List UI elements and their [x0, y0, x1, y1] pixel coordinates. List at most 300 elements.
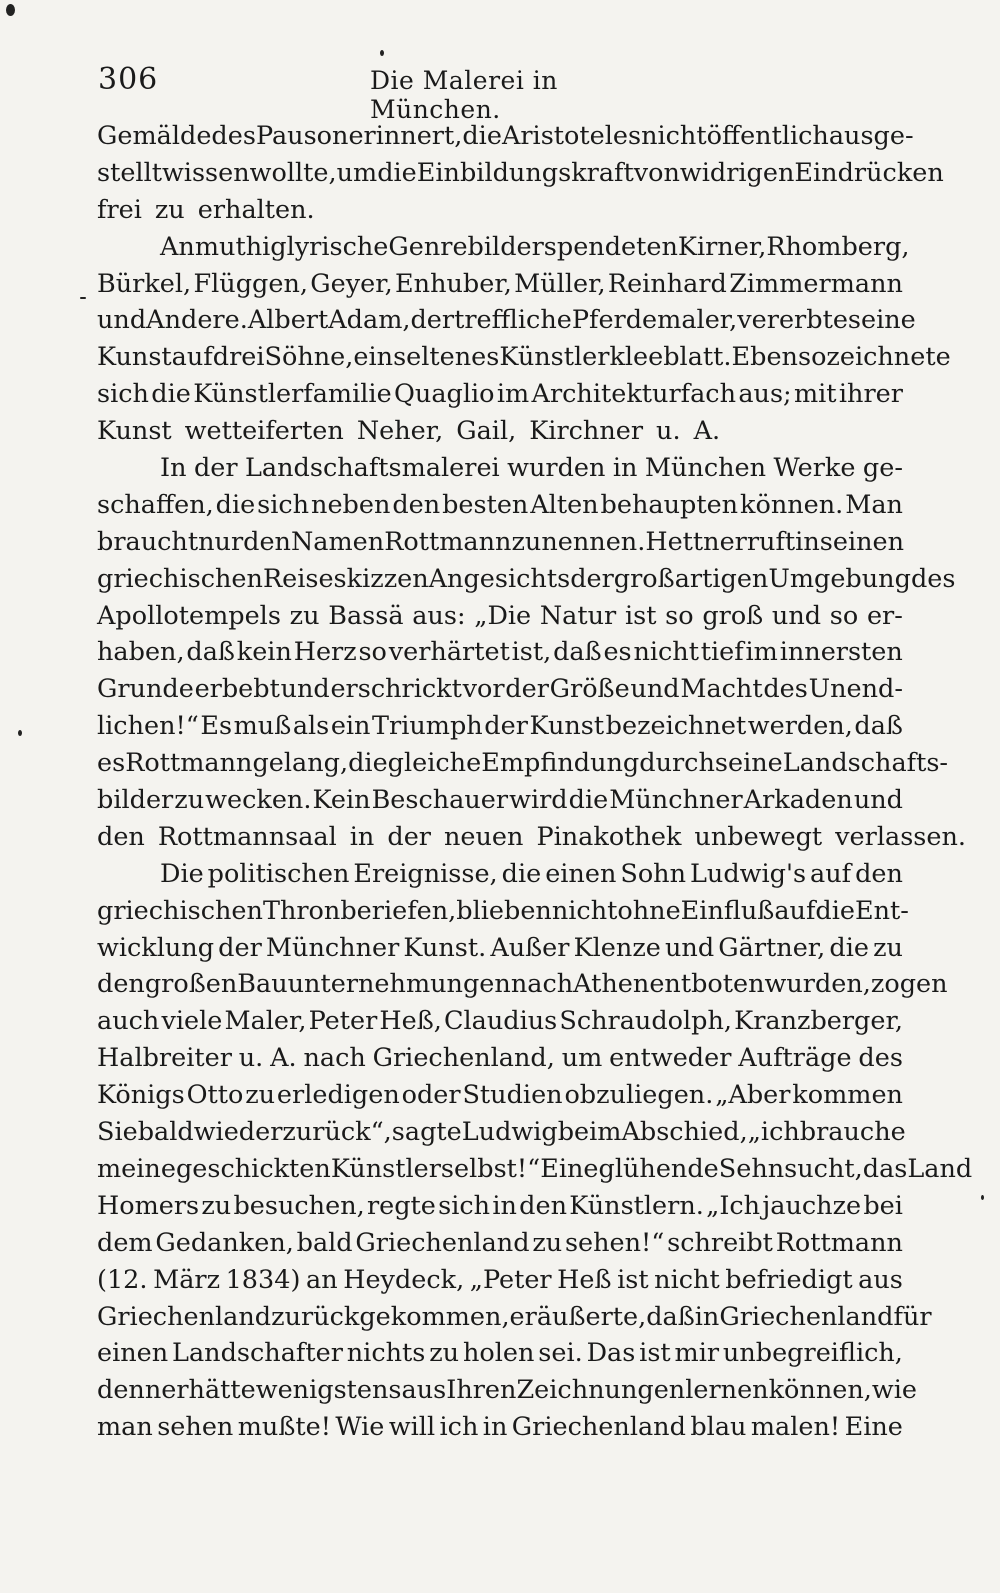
- word: mußte!: [237, 1412, 331, 1443]
- word: nach: [303, 1043, 366, 1074]
- word: Kunst: [97, 342, 172, 373]
- word: zu: [201, 1190, 232, 1221]
- word: Künstlern.: [569, 1190, 704, 1221]
- word: lernen: [685, 1375, 769, 1406]
- word: Gemälde: [97, 121, 212, 151]
- word: Griechenland: [511, 1412, 686, 1443]
- word: den: [97, 969, 145, 1000]
- word: Kirchner: [529, 416, 644, 447]
- word: in: [795, 526, 820, 557]
- word: der: [410, 305, 455, 336]
- word: befriedigt: [725, 1264, 853, 1295]
- word: Ludwig: [461, 1117, 558, 1148]
- word: die: [501, 858, 542, 889]
- word: entweder: [609, 1043, 732, 1074]
- word: wetteiferten: [184, 416, 344, 447]
- word: Maler,: [224, 1006, 307, 1037]
- word: es: [97, 748, 126, 779]
- word: so: [665, 600, 694, 631]
- text-line: [97, 1225, 903, 1262]
- word: Künstler: [330, 1153, 441, 1184]
- word: politischen: [207, 858, 350, 889]
- word: geschickten: [175, 1153, 331, 1184]
- word: Heß,: [379, 1006, 442, 1037]
- word: zurück“,: [282, 1117, 392, 1148]
- word: erledigen: [276, 1080, 400, 1111]
- word: ein: [330, 711, 371, 742]
- word: bald: [296, 1227, 353, 1258]
- word: seinen: [819, 526, 905, 557]
- text-line: [97, 450, 903, 487]
- text-line: [97, 487, 903, 524]
- word: aus:: [412, 600, 466, 631]
- text-line: [97, 376, 903, 413]
- word: bezeichnet: [605, 711, 747, 742]
- word: und: [664, 932, 715, 963]
- word: sich: [257, 489, 310, 520]
- word: spendeten: [543, 231, 678, 262]
- word: Werke: [773, 453, 856, 484]
- word: Griechenland: [719, 1301, 894, 1332]
- word: äußerte,: [536, 1301, 647, 1332]
- word: daß: [186, 637, 235, 668]
- word: und: [97, 305, 147, 336]
- word: Man: [845, 489, 903, 520]
- word: Genrebilder: [388, 231, 544, 262]
- word: Rottmann: [125, 748, 253, 779]
- word: Heydeck,: [343, 1264, 465, 1295]
- word: Enhuber,: [395, 268, 512, 299]
- word: jauchze: [762, 1190, 862, 1221]
- word: vor: [462, 674, 505, 705]
- text-line: [97, 1003, 903, 1040]
- word: nicht: [654, 1264, 720, 1295]
- word: Herz: [293, 637, 357, 668]
- word: seltenes: [393, 342, 500, 373]
- word: Geyer,: [310, 268, 393, 299]
- word: zu: [245, 1080, 276, 1111]
- word: wie: [871, 1375, 917, 1406]
- word: Ihren: [446, 1375, 517, 1406]
- word: Reinhard: [607, 268, 727, 299]
- word: ist,: [511, 637, 552, 668]
- word: daß: [646, 1301, 695, 1332]
- word: einen: [545, 858, 617, 889]
- word: daß: [553, 637, 602, 668]
- word: wird: [509, 785, 568, 816]
- word: meine: [97, 1153, 176, 1184]
- word: wieder: [193, 1117, 283, 1148]
- word: wollte,: [249, 157, 337, 188]
- body-text: [97, 118, 973, 1446]
- text-line: [97, 561, 956, 598]
- word: des: [763, 674, 808, 705]
- word: in: [612, 453, 638, 484]
- word: oder: [401, 1080, 461, 1111]
- word: blieben: [456, 895, 552, 926]
- word: Sie: [97, 1117, 138, 1148]
- word: Kunst: [529, 711, 605, 742]
- word: Es: [200, 711, 233, 742]
- text-line: [97, 634, 903, 671]
- word: nur: [198, 526, 244, 557]
- word: Pinakothek: [536, 821, 682, 852]
- word: stellt: [97, 157, 162, 188]
- word: Empfindung: [481, 748, 640, 779]
- text-line: [97, 1151, 973, 1188]
- word: viele: [161, 1006, 223, 1037]
- word: München: [644, 453, 767, 484]
- scan-speck: [981, 1195, 984, 1200]
- word: die: [151, 379, 191, 410]
- word: den: [855, 858, 903, 889]
- word: zu: [873, 932, 903, 963]
- word: als: [292, 711, 330, 742]
- word: er-: [866, 600, 903, 631]
- word: die: [568, 785, 609, 816]
- text-line: [97, 782, 903, 819]
- word: zu: [289, 600, 320, 631]
- word: der: [505, 674, 549, 705]
- word: ihrer: [838, 379, 903, 410]
- word: Pferdemaler,: [571, 305, 738, 336]
- word: malen!: [750, 1412, 841, 1443]
- word: Alten: [530, 489, 599, 520]
- word: widrigen: [679, 157, 795, 188]
- word: haben,: [97, 637, 185, 668]
- word: „Peter: [469, 1264, 552, 1295]
- page-header: [98, 62, 643, 124]
- word: A.: [693, 416, 721, 447]
- word: denn: [97, 1375, 162, 1406]
- word: erinnert,: [348, 121, 463, 151]
- word: Rhomberg,: [766, 231, 910, 262]
- word: ruft: [746, 526, 796, 557]
- text-line: [97, 155, 944, 192]
- word: kein: [236, 637, 292, 668]
- word: und: [853, 785, 903, 816]
- word: Hettner: [645, 526, 747, 557]
- word: Bassä: [328, 600, 404, 631]
- word: um: [561, 1043, 603, 1074]
- word: im: [496, 379, 530, 410]
- word: wecken.: [205, 785, 312, 816]
- word: und: [630, 674, 680, 705]
- word: Münchner: [609, 785, 743, 816]
- word: zu: [532, 1227, 563, 1258]
- word: unbewegt: [694, 821, 823, 852]
- word: Klenze: [573, 932, 661, 963]
- word: können.: [740, 489, 844, 520]
- word: Griechenland: [355, 1227, 530, 1258]
- word: treffliche: [454, 305, 572, 336]
- word: zu: [174, 785, 205, 816]
- word: Einfluß: [680, 895, 775, 926]
- scan-speck: [18, 730, 22, 736]
- word: Rottmann: [775, 1227, 903, 1258]
- word: Kranzberger,: [734, 1006, 903, 1037]
- text-line: [97, 1262, 903, 1299]
- word: Beschauer: [371, 785, 509, 816]
- word: Eine: [540, 1153, 599, 1184]
- word: Land: [907, 1153, 973, 1184]
- word: nennen.: [541, 526, 646, 557]
- text-line: [97, 339, 951, 376]
- word: Einbildungskraft: [416, 157, 634, 188]
- word: öffentlich: [706, 121, 829, 151]
- word: mir: [674, 1338, 720, 1369]
- text-line: [97, 1077, 903, 1114]
- word: groß: [702, 600, 764, 631]
- word: Schraudolph,: [559, 1006, 733, 1037]
- word: Bürkel,: [97, 268, 192, 299]
- word: der: [484, 711, 528, 742]
- word: glühende: [598, 1153, 719, 1184]
- word: Griechenland,: [372, 1043, 555, 1074]
- word: braucht: [97, 526, 199, 557]
- word: März: [153, 1264, 221, 1295]
- word: Otto: [186, 1080, 244, 1111]
- word: die: [462, 121, 502, 151]
- word: Gärtner,: [718, 932, 826, 963]
- word: im: [745, 637, 778, 668]
- text-line: [97, 118, 914, 155]
- text-line: [97, 1299, 932, 1336]
- word: zeichnete: [826, 342, 951, 373]
- word: in: [482, 1412, 508, 1443]
- word: vererbte: [737, 305, 848, 336]
- text-line: [97, 413, 903, 450]
- word: wicklung: [97, 932, 215, 963]
- word: wurden,: [764, 969, 871, 1000]
- word: Müller,: [514, 268, 606, 299]
- word: Zimmermann: [729, 268, 903, 299]
- text-line: [97, 893, 909, 930]
- word: erhalten.: [197, 194, 315, 225]
- word: dem: [97, 1227, 153, 1258]
- word: zu: [154, 194, 185, 225]
- word: sehen: [157, 1412, 234, 1443]
- word: ist: [639, 1338, 671, 1369]
- word: „Aber: [715, 1080, 791, 1111]
- text-line: [97, 819, 966, 856]
- word: zurückgekommen,: [271, 1301, 510, 1332]
- word: in: [694, 1301, 720, 1332]
- word: das: [862, 1153, 908, 1184]
- word: Andere.: [146, 305, 248, 336]
- word: Die: [160, 858, 204, 889]
- word: holen: [462, 1338, 535, 1369]
- word: „ich: [747, 1117, 800, 1148]
- word: des: [858, 1043, 903, 1074]
- word: beim: [557, 1117, 622, 1148]
- word: um: [336, 157, 378, 188]
- text-line: [97, 671, 903, 708]
- word: ausge-: [828, 121, 914, 151]
- word: erbebt: [194, 674, 280, 705]
- word: des: [910, 563, 956, 594]
- word: sich: [97, 379, 149, 410]
- word: Natur: [539, 600, 617, 631]
- word: Unend-: [808, 674, 903, 705]
- text-line: [97, 856, 903, 893]
- word: entboten: [649, 969, 765, 1000]
- word: griechischen: [97, 895, 263, 926]
- running-head: Die Malerei in München.: [370, 66, 558, 124]
- text-line: [97, 266, 903, 303]
- text-line: [97, 1188, 903, 1225]
- word: sehen!“: [564, 1227, 665, 1258]
- word: Ereignisse,: [353, 858, 498, 889]
- word: Größe: [549, 674, 630, 705]
- word: tief: [700, 637, 744, 668]
- word: Landschafts-: [782, 748, 949, 779]
- word: Flüggen,: [193, 268, 308, 299]
- word: auf: [810, 858, 852, 889]
- word: unbegreiflich,: [722, 1338, 903, 1369]
- word: sich: [438, 1190, 491, 1221]
- word: bilder: [97, 785, 174, 816]
- word: Rottmannsaal: [157, 821, 337, 852]
- word: Ent-: [855, 895, 909, 926]
- word: frei: [97, 194, 142, 225]
- word: Kirner,: [677, 231, 767, 262]
- word: den: [97, 821, 145, 852]
- text-line: [97, 930, 903, 967]
- word: der: [570, 563, 614, 594]
- word: Studien: [462, 1080, 563, 1111]
- word: einen: [97, 1338, 169, 1369]
- text-line: [97, 1040, 903, 1077]
- word: seine: [714, 748, 783, 779]
- scan-speck: [6, 4, 15, 16]
- word: beriefen,: [340, 895, 457, 926]
- word: und: [771, 600, 822, 631]
- word: Apollotempels: [97, 600, 281, 631]
- word: Peter: [308, 1006, 378, 1037]
- word: Reiseskizzen: [262, 563, 429, 594]
- word: Gedanken,: [155, 1227, 294, 1258]
- word: auf: [171, 342, 213, 373]
- word: Königs: [97, 1080, 185, 1111]
- word: nach: [510, 969, 574, 1000]
- word: Pauson: [255, 121, 349, 151]
- word: Künstlerkleeblatt.: [499, 342, 732, 373]
- word: Landschafter: [172, 1338, 343, 1369]
- word: wissen: [161, 157, 250, 188]
- word: sei.: [538, 1338, 583, 1369]
- word: hätte: [188, 1375, 256, 1406]
- word: Triumph: [372, 711, 483, 742]
- text-line: [97, 598, 903, 635]
- word: regte: [366, 1190, 436, 1221]
- word: er: [509, 1301, 537, 1332]
- word: u.: [656, 416, 681, 447]
- word: lichen!“: [97, 711, 199, 742]
- word: Kunst.: [403, 932, 487, 963]
- word: den: [519, 1190, 567, 1221]
- word: Sehnsucht,: [718, 1153, 863, 1184]
- word: Albert: [247, 305, 329, 336]
- word: Grunde: [97, 674, 194, 705]
- word: gleiche: [387, 748, 482, 779]
- word: Landschaftsmalerei: [244, 453, 500, 484]
- text-line: [97, 1335, 903, 1372]
- word: so: [829, 600, 859, 631]
- text-line: [97, 524, 903, 561]
- text-line: [97, 192, 903, 229]
- word: blau: [690, 1412, 747, 1443]
- word: den: [392, 489, 441, 520]
- word: nicht: [641, 121, 707, 151]
- word: „Die: [474, 600, 532, 631]
- word: die: [215, 489, 256, 520]
- word: an: [306, 1264, 338, 1295]
- word: ist: [624, 600, 657, 631]
- word: es: [603, 637, 632, 668]
- word: Umgebung: [768, 563, 911, 594]
- word: Aristoteles: [501, 121, 642, 151]
- word: erschrickt: [330, 674, 462, 705]
- word: seine: [847, 305, 916, 336]
- word: Kunst: [97, 416, 172, 447]
- word: besuchen,: [233, 1190, 365, 1221]
- word: Rottmann: [384, 526, 512, 557]
- word: so: [358, 637, 387, 668]
- word: mit: [793, 379, 837, 410]
- word: u.: [238, 1043, 264, 1074]
- word: großartigen: [613, 563, 769, 594]
- word: griechischen: [97, 563, 263, 594]
- word: in: [492, 1190, 517, 1221]
- word: aus: [401, 1375, 447, 1406]
- word: Angesichts: [428, 563, 571, 594]
- word: ohne: [617, 895, 681, 926]
- word: „Ich: [706, 1190, 761, 1221]
- word: in: [349, 821, 375, 852]
- word: ge-: [862, 453, 903, 484]
- word: aus: [858, 1264, 903, 1295]
- text-line: [97, 1409, 903, 1446]
- text-line: [97, 745, 949, 782]
- word: aus;: [738, 379, 792, 410]
- text-line: [97, 302, 916, 339]
- word: Heß: [557, 1264, 612, 1295]
- word: die: [815, 895, 855, 926]
- word: Zeichnungen: [516, 1375, 686, 1406]
- word: Athen: [573, 969, 650, 1000]
- word: zu: [511, 526, 542, 557]
- word: sagte: [391, 1117, 462, 1148]
- word: brauche: [799, 1117, 906, 1148]
- word: Aufträge: [738, 1043, 852, 1074]
- word: verhärtet: [388, 637, 510, 668]
- word: Künstlerfamilie: [193, 379, 392, 410]
- word: wurden: [507, 453, 606, 484]
- word: 1834): [225, 1264, 301, 1295]
- word: Gail,: [456, 416, 517, 447]
- word: auf: [774, 895, 816, 926]
- word: nicht: [551, 895, 618, 926]
- word: Das: [586, 1338, 636, 1369]
- word: lyrische: [286, 231, 389, 262]
- word: Eindrücken: [794, 157, 944, 188]
- word: Neher,: [356, 416, 444, 447]
- word: Abschied,: [621, 1117, 748, 1148]
- word: drei: [212, 342, 265, 373]
- word: er: [161, 1375, 189, 1406]
- scan-speck: [80, 297, 86, 299]
